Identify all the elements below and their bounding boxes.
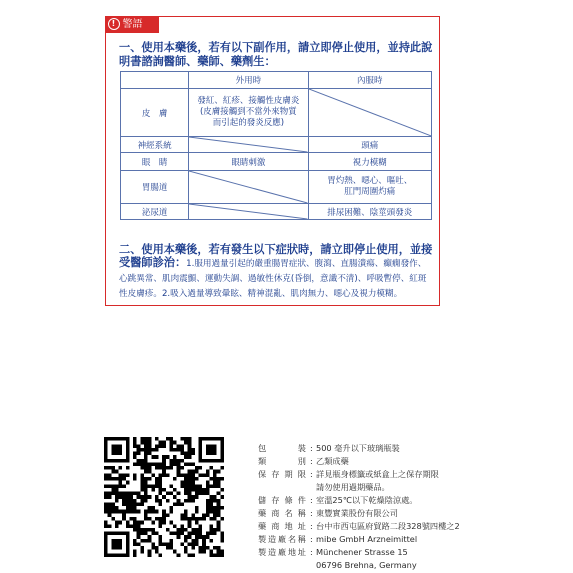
nervous-external-empty [189, 137, 308, 153]
info-colon: : [310, 508, 313, 518]
warning-tab [105, 16, 159, 33]
urinary-external-empty [189, 204, 308, 220]
info-value: Münchener Strasse 15 06796 Brehna, Germany [316, 547, 417, 570]
skin-internal-empty [308, 89, 431, 137]
info-colon: : [310, 495, 313, 505]
info-value: 台中市西屯區府貿路二段328號四樓之2 [316, 521, 460, 531]
info-label: 藥商名稱 [258, 508, 306, 518]
section2-heading: 二、使用本藥後，若有發生以下症狀時，請立即停止使用，並接受醫師診治： [119, 243, 433, 269]
info-value: 乙類成藥 [316, 456, 349, 466]
organ-skin: 皮 膚 [121, 89, 189, 137]
side-effects-table [120, 71, 432, 220]
eye-internal: 視力模糊 [308, 153, 431, 171]
organ-gi: 胃腸道 [121, 171, 189, 204]
info-colon: : [310, 547, 313, 557]
info-row [258, 442, 460, 455]
info-row [258, 533, 460, 546]
nervous-internal: 頭痛 [308, 137, 431, 153]
info-label: 製造廠名稱 [258, 534, 306, 544]
info-row [258, 455, 460, 468]
info-row [258, 546, 460, 572]
info-label: 儲存條件 [258, 495, 306, 505]
info-label: 類別 [258, 456, 306, 466]
info-value: 室溫25℃以下乾燥陰涼處。 [316, 495, 418, 505]
info-colon: : [310, 469, 313, 479]
info-label: 保存期限 [258, 469, 306, 479]
table-header-external: 外用時 [189, 72, 308, 89]
organ-nervous: 神經系統 [121, 137, 189, 153]
info-label: 製造廠地址 [258, 547, 306, 557]
warning-box [105, 16, 440, 306]
qr-code [104, 437, 224, 557]
info-label: 藥商地址 [258, 521, 306, 531]
gi-internal: 胃灼熱、噁心、嘔吐、 肛門周圍灼痛 [308, 171, 431, 204]
table-header-internal: 內服時 [308, 72, 431, 89]
eye-external: 眼睛刺激 [189, 153, 308, 171]
info-value: 500 毫升以下玻璃瓶裝 [316, 443, 400, 453]
section1-heading: 一、使用本藥後，若有以下副作用，請立即停止使用，並持此說明書諮詢醫師、藥師、藥劑生： [119, 41, 433, 68]
info-row [258, 494, 460, 507]
info-value: mibe GmbH Arzneimittel [316, 534, 418, 544]
skin-external: 發紅、紅疹、接觸性皮膚炎 (皮膚接觸到不當外來物質 而引起的發炎反應) [189, 89, 308, 137]
info-value: 東豐實業股份有限公司 [316, 508, 398, 518]
section2-body: 1.服用過量引起的嚴重腸胃症狀、腹瀉、直腸潰瘍、癲癇發作、心跳異常、肌肉震顫、運動失調、過敏性休克(昏倒，意識不清)、呼吸暫停、紅斑性皮膚疹。2.吸入過量導致暈眩、精神混亂、肌肉無力、噁心及視力模糊。 [119, 259, 427, 299]
info-value: 詳見瓶身標籤或紙盒上之保存期限 請勿使用過期藥品。 [316, 469, 439, 492]
info-colon: : [310, 534, 313, 544]
info-row [258, 520, 460, 533]
gi-external-empty [189, 171, 308, 204]
info-colon: : [310, 443, 313, 453]
info-row [258, 507, 460, 520]
info-label: 包裝 [258, 443, 306, 453]
info-colon: : [310, 456, 313, 466]
warning-tab-label: 警語 [122, 18, 143, 30]
organ-eye: 眼 睛 [121, 153, 189, 171]
table-header-blank [121, 72, 189, 89]
organ-urinary: 泌尿道 [121, 204, 189, 220]
product-info [258, 442, 460, 572]
info-colon: : [310, 521, 313, 531]
section2 [119, 243, 434, 301]
info-row [258, 468, 460, 494]
urinary-internal: 排尿困難、陰莖頭發炎 [308, 204, 431, 220]
warning-icon: ! [108, 18, 120, 30]
